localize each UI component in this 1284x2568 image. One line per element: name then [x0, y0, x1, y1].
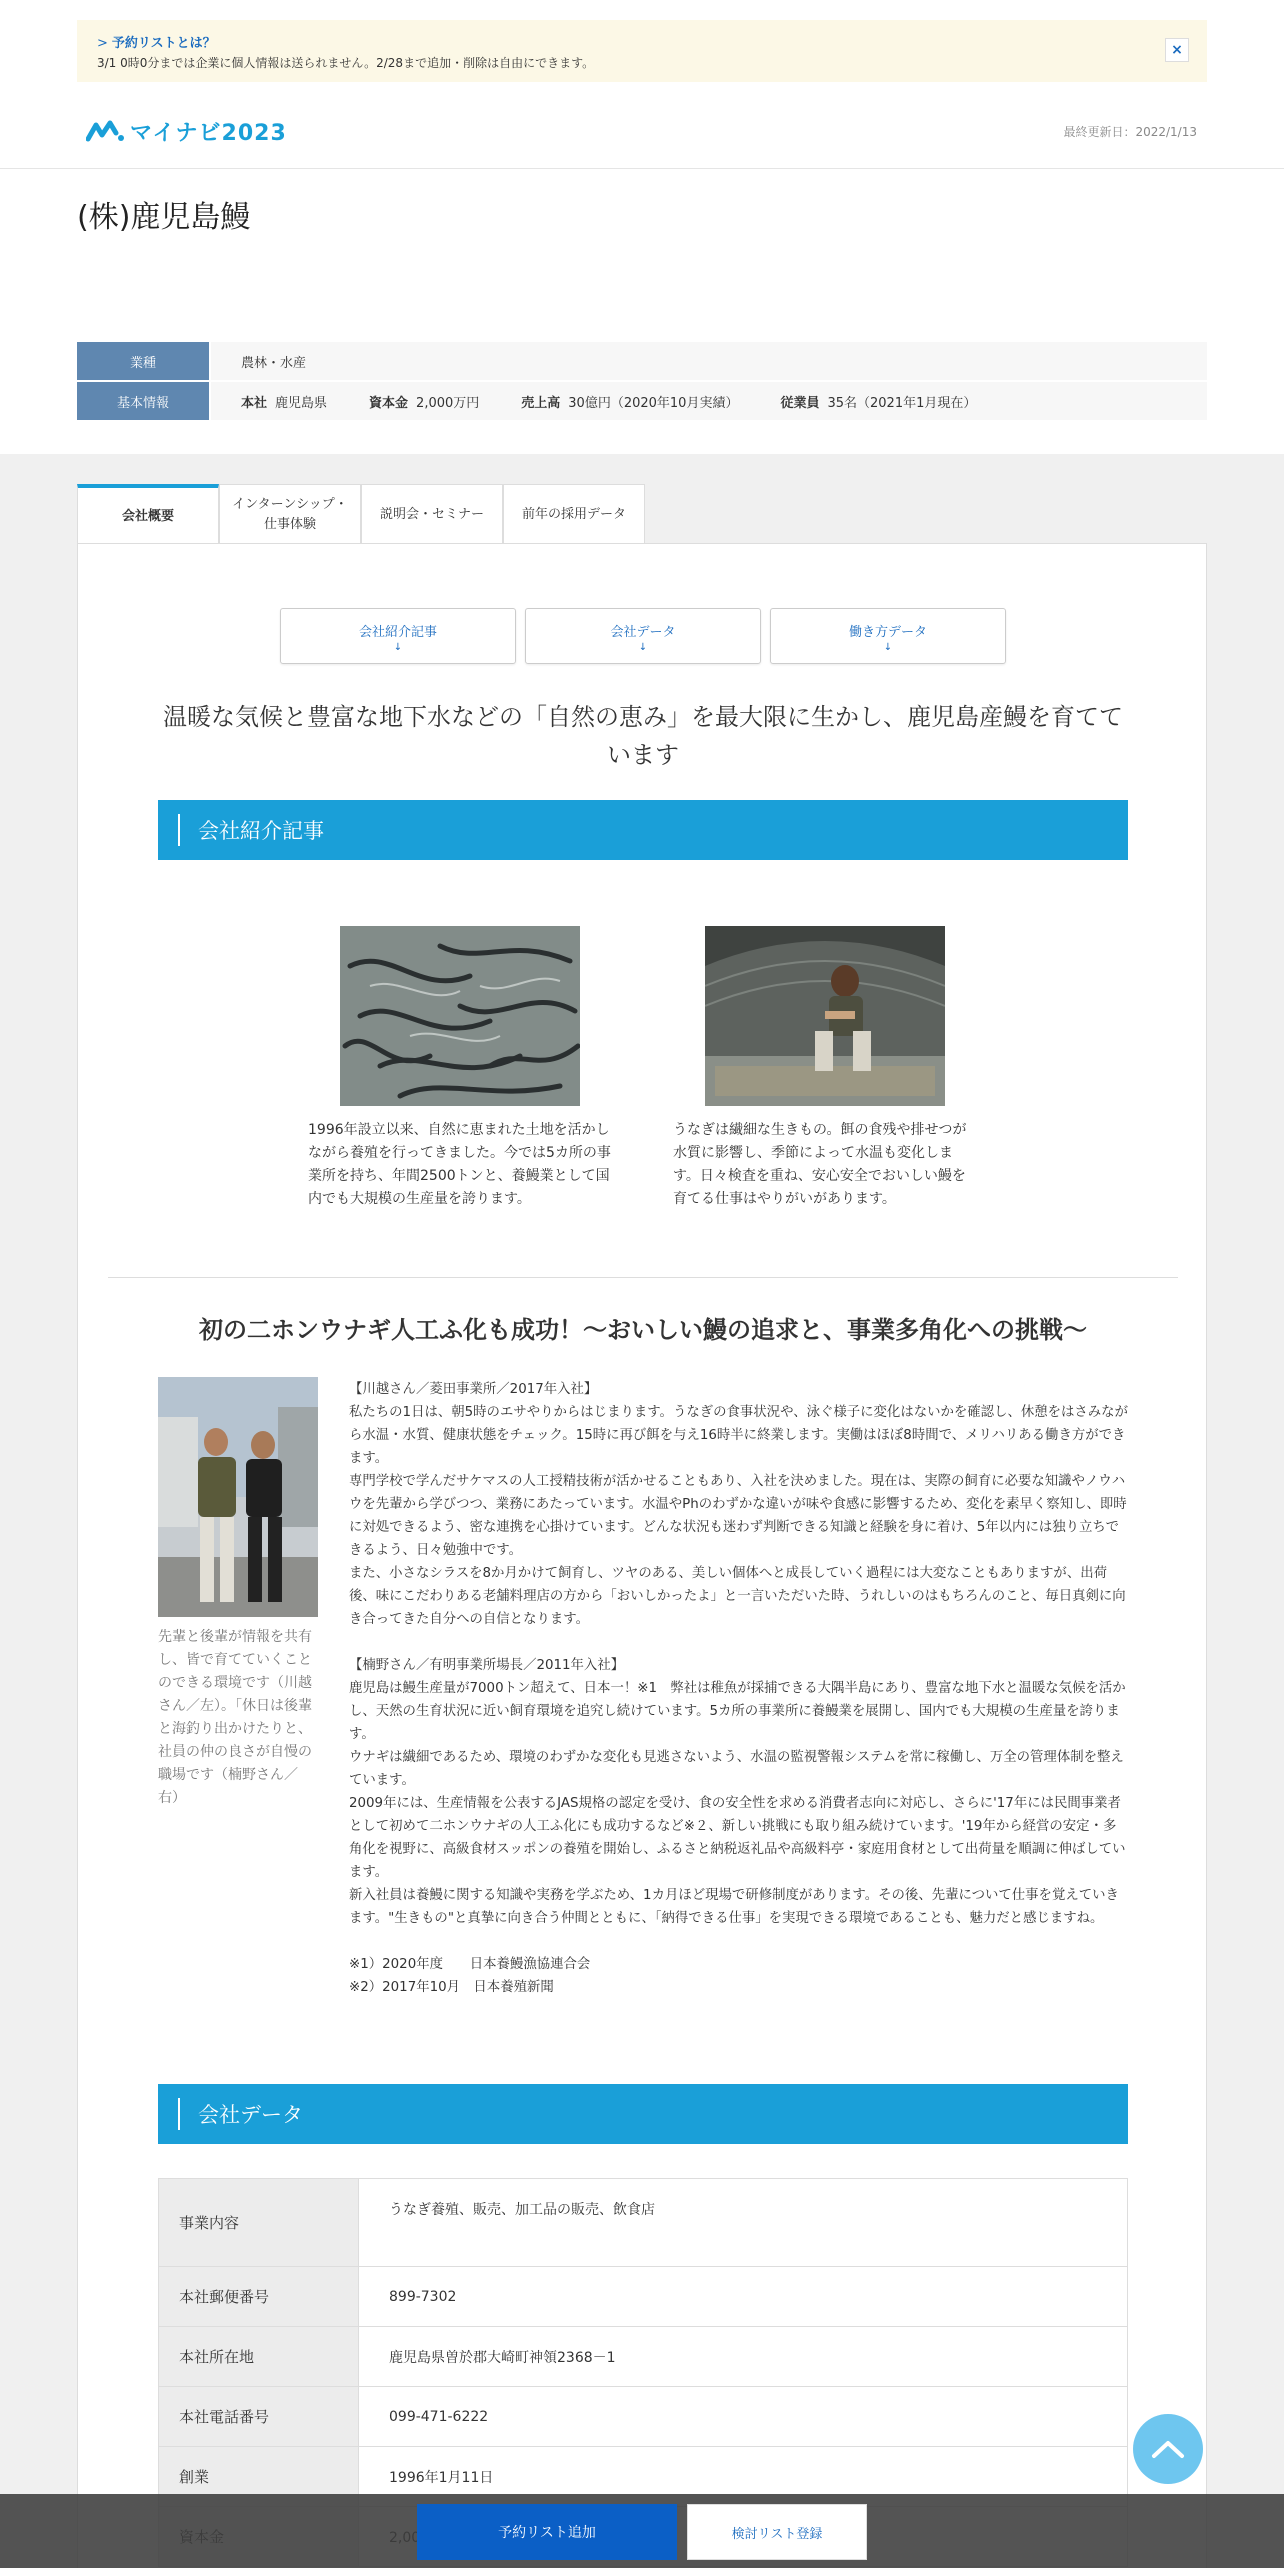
table-row-label: 本社電話番号 — [159, 2387, 359, 2447]
hq-value: 鹿児島県 — [275, 395, 328, 411]
page-header — [0, 0, 1284, 454]
anchor-work-style-data[interactable] — [770, 608, 1006, 664]
basic-info-label: 基本情報 — [77, 382, 209, 420]
catch-copy: 温暖な気候と豊富な地下水などの「自然の恵み」を最大限に生かし、鹿児島産鰻を育てています — [163, 703, 1123, 769]
logo-text: マイナビ2023 — [130, 120, 287, 146]
story-body: 【川越さん／菱田事業所／2017年入社】 私たちの1日は、朝5時のエサやりからはじまります。うなぎの食事状況や、泳ぐ様子に変化はないかを確認し、休憩をはさみながら水温・水質、健康状態をチェック。15時に再び餌を与え16時半に終業します。実働はほぼ8時間で、メリハリある働き方ができます。 専門学校で学んだサケマスの人工授精技術が活かせることもあり、入社を決めました。現在は、実際の飼育に必要な知識やノウハウを先輩から学びつつ、業務にあたっています。水温やPhのわずかな違いが味や食感に影響するため、変化を素早く察知し、即時に対処できるよう、密な連携を心掛けています。どんな状況も迷わず判断できる知識と経験を身に着け、5年以内には独り立ちできるよう、日々勉強中です。 また、小さなシラスを8か月かけて飼育し、ツヤのある、美しい個体へと成長していく過程には大変なこともありますが、出荷後、味にこだわりある老舗料理店の方から「おいしかったよ」と一言いただいた時、うれしいのはもちろんのこと、毎日真剣に向き合ってきた自分への自信となります。 【楠野さん／有明事業所場長／2011年入社】 鹿児島は鰻生産量が7000トン超えて、日本一！※1 弊社は稚魚が採捕できる大隅半島にあり、豊富な地下水と温暖な気候を活かし、天然の生育状況に近い飼育環境を追究し続けています。5カ所の事業所に養鰻業を展開し、国内でも大規模の生産量を誇ります。 ウナギは繊細であるため、環境のわずかな変化も見逃さないよう、水温の監視警報システムを常に稼働し、万全の管理体制を整えています。 2009年には、生産情報を公表するJAS規格の認定を受け、食の安全性を求める消費者志向に対応し、さらに'17年には民間事業者として初めて二ホンウナギの人工ふ化にも成功するなど※２、新しい挑戦にも取り組み続けています。'19年から経営の安定・多角化を視野に、高級食材スッポンの養殖を開始し、ふるさと納税返礼品や高級料亭・家庭用食材として出荷量を順調に伸ばしています。 新入社員は養鰻に関する知識や実務を学ぶため、1カ月ほど現場で研修制度があります。その後、先輩について仕事を覚えていきます。"生きもの"と真摯に向き合う仲間とともに、「納得できる仕事」を実現できる環境であることも、魅力だと感じますね。 ※1）2020年度 日本養鰻漁協連合会 ※2）2017年10月 日本養殖新聞 — [349, 1382, 1128, 1995]
tab-seminar[interactable]: 説明会・セミナー — [361, 484, 503, 544]
sales-label: 売上高 — [521, 395, 561, 411]
chevron-right-icon: > — [97, 36, 108, 51]
worker-photo-caption: うなぎは繊細な生きもの。餌の食残や排せつが水質に影響し、季節によって水温も変化します。日々検査を重ね、安心安全でおいしい鰻を育てる仕事はやりがいがあります。 — [673, 1122, 967, 1207]
add-to-reservation-list-button[interactable]: 予約リスト追加 — [417, 2504, 677, 2560]
anchor-links — [280, 608, 1015, 664]
add-to-consideration-list-button[interactable]: 検討リスト登録 — [687, 2504, 867, 2560]
section-heading-text: 会社データ — [198, 2103, 303, 2127]
sales-info — [521, 392, 738, 411]
anchor-label: 会社データ — [610, 625, 676, 640]
table-row — [159, 2387, 1128, 2447]
company-name: (株)鹿児島鰻 — [77, 200, 251, 235]
table-row-value: 鹿児島県曽於郡大崎町神領2368－1 — [359, 2327, 1128, 2387]
last-updated: 最終更新日：2022/1/13 — [1063, 125, 1197, 139]
sales-value: 30億円（2020年10月実績） — [568, 395, 739, 411]
worker-photo — [705, 926, 945, 1106]
hq-label: 本社 — [241, 395, 268, 411]
mynavi-logo[interactable] — [86, 116, 287, 146]
table-row-label: 本社所在地 — [159, 2327, 359, 2387]
staff-image — [158, 1377, 318, 1617]
notice-title[interactable] — [97, 32, 216, 51]
staff-photo — [158, 1377, 318, 1617]
section-heading-text: 会社紹介記事 — [198, 819, 324, 843]
basic-info-row — [77, 382, 1207, 420]
capital-label: 資本金 — [369, 395, 409, 411]
logo-mark-icon — [86, 119, 126, 143]
tab-previous-recruitment[interactable]: 前年の採用データ — [503, 484, 645, 544]
industry-row — [77, 342, 1207, 380]
story-title: 初の二ホンウナギ人工ふ化も成功！～おいしい鰻の追求と、事業多角化への挑戦～ — [199, 1316, 1087, 1344]
anchor-label: 働き方データ — [848, 625, 927, 640]
table-row — [159, 2179, 1128, 2267]
notice-text: 3/1 0時0分までは企業に個人情報は送られません。2/28まで追加・削除は自由にできます。 — [97, 56, 595, 70]
table-row — [159, 2267, 1128, 2327]
basic-info-value — [211, 382, 1207, 420]
header-divider — [0, 168, 1284, 169]
section-heading-intro — [158, 800, 1128, 860]
chevron-up-icon — [1151, 2439, 1185, 2459]
table-row-label: 事業内容 — [159, 2179, 359, 2267]
anchor-label: 会社紹介記事 — [358, 625, 437, 640]
eels-image — [340, 926, 580, 1106]
table-row — [159, 2327, 1128, 2387]
table-row-value: 899-7302 — [359, 2267, 1128, 2327]
employees-label: 従業員 — [780, 395, 820, 411]
table-row-value: うなぎ養殖、販売、加工品の販売、飲食店 — [359, 2179, 1128, 2267]
capital-info — [369, 392, 479, 411]
arrow-down-icon: ↓ — [393, 642, 403, 653]
heading-bar — [178, 2098, 180, 2130]
section-divider — [108, 1277, 1178, 1278]
arrow-down-icon: ↓ — [638, 642, 648, 653]
employees-info — [780, 392, 976, 411]
bottom-action-bar — [0, 2494, 1284, 2568]
eel-photo — [340, 926, 580, 1106]
company-overview-card — [77, 543, 1207, 2568]
staff-photo-caption: 先輩と後輩が情報を共有し、皆で育てていくことのできる環境です（川越さん／左）。「休日は後輩と海釣り出かけたりと、社員の仲の良さが自慢の職場です（楠野さん／右） — [158, 1629, 312, 1806]
scroll-to-top-button[interactable] — [1133, 2414, 1203, 2484]
arrow-down-icon: ↓ — [883, 642, 893, 653]
tab-internship[interactable]: インターンシップ・ 仕事体験 — [219, 484, 361, 544]
table-row-value: 099-471-6222 — [359, 2387, 1128, 2447]
close-icon[interactable]: × — [1165, 38, 1189, 62]
anchor-intro-article[interactable] — [280, 608, 516, 664]
table-row-label: 本社郵便番号 — [159, 2267, 359, 2327]
industry-label: 業種 — [77, 342, 209, 380]
heading-bar — [178, 814, 180, 846]
worker-image — [705, 926, 945, 1106]
tab-company-overview[interactable]: 会社概要 — [77, 484, 219, 545]
reservation-notice — [77, 20, 1207, 82]
capital-value: 2,000万円 — [416, 395, 480, 411]
eel-photo-caption: 1996年設立以来、自然に恵まれた土地を活かしながら養殖を行ってきました。今では5カ所の事業所を持ち、年間2500トンと、養鰻業として国内でも大規模の生産量を誇ります。 — [308, 1122, 611, 1207]
table-row-value: 1996年1月11日 — [359, 2447, 1128, 2507]
industry-value: 農林・水産 — [211, 342, 1207, 380]
anchor-company-data[interactable] — [525, 608, 761, 664]
hq-info — [241, 392, 327, 411]
section-heading-company-data — [158, 2084, 1128, 2144]
employees-value: 35名（2021年1月現在） — [827, 395, 977, 411]
company-tabs — [77, 484, 645, 544]
notice-title-text[interactable]: 予約リストとは？ — [111, 36, 216, 51]
table-row-label: 創業 — [159, 2447, 359, 2507]
